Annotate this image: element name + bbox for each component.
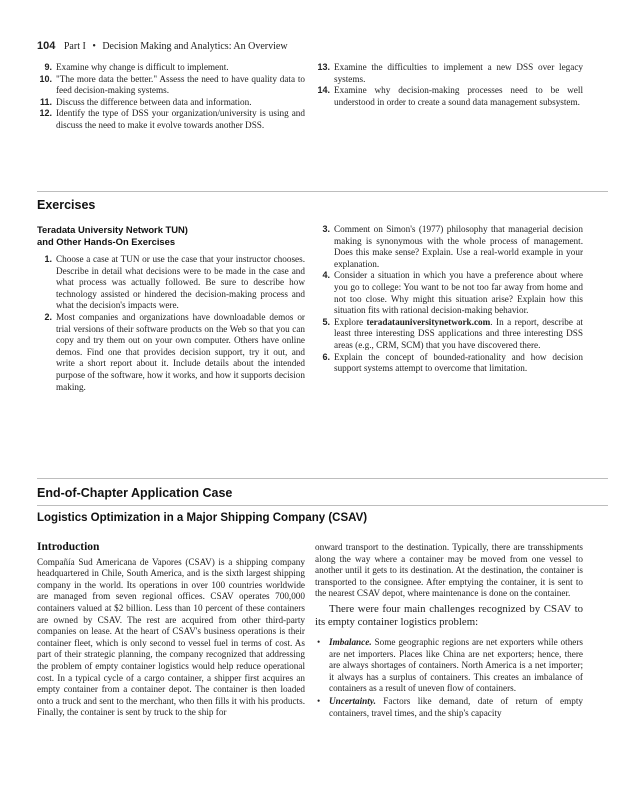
- list-item: 2. Most companies and organizations have downloadable demos or trial versions of their software products on the Web so that you can copy and try them out on your own computer. Others have online demos. Find one that provides decision support, try it out, and write a short report about it. Include details about the intended purpose of the software, how it works, and how it supports decision making.: [44, 311, 305, 392]
- divider-rule: [37, 478, 608, 479]
- divider-rule: [37, 191, 608, 192]
- list-item: 9. Examine why change is difficult to implement.: [44, 62, 229, 72]
- list-item: 12. Identify the type of DSS your organization/university is using and discuss the need to make it evolve towards another DSS.: [39, 108, 305, 130]
- header-bullet: •: [92, 41, 96, 52]
- list-item: 11. Discuss the difference between data and information.: [39, 96, 252, 107]
- teradata-link-text: teradatauniversitynetwork.com: [366, 316, 491, 327]
- intro-paragraph: Compañía Sud Americana de Vapores (CSAV) is a shipping company headquartered in Chile, South America, and is the sixth largest shipping company in the world. Its operations in over 100 countries worldwide are managed from seven regional offices. CSAV operates 700,000 containers valued at $2 billion. Less than 10 percent of these containers are owned by CSAV. The rest are acquired from other third-party companies on lease. At the heart of CSAV's business operations is their container fleet, which is only second to vessel fuel in terms of cost. As part of their strategic planning, the company recognized that addressing the problem of empty container logistics would help reduce operational cost. In a typical cycle of a cargo container, a shipper first acquires an empty container from a container depot. The container is then loaded onto a truck and sent to the merchant, who then fills it with his products. Finally, the container is sent by truck to the ship for: [37, 556, 305, 718]
- list-item: • Imbalance. Some geographic regions are net exporters while others are net importers. Places like China are net exporters; hence, there are always shortages of containers. North America is a net importer; it always has a surplus of containers. This creates an imbalance of containers as a result of uneven flow of containers.: [317, 636, 583, 694]
- exercises-left: [37, 224, 305, 393]
- list-item: • Uncertainty. Factors like demand, date of return of empty containers, travel times, and the ship's capacity: [317, 695, 583, 718]
- case-subtitle: Logistics Optimization in a Major Shipping Company (CSAV): [37, 512, 368, 524]
- list-item: 6. Explain the concept of bounded-rationality and how decision support systems attempt to overcome that limitation.: [322, 351, 583, 374]
- list-item: 1. Choose a case at TUN or use the case that your instructor chooses. Describe in detail what decisions were to be made in the case and what process was actually followed. Be sure to describe how technology assisted or hindered the decision-making process and what the decision's impacts were.: [44, 254, 305, 311]
- list-item: 4. Consider a situation in which you have a preference about where you go to college: You want to be not too far away from home and not too close. Why might this situation arise? Explain how this situation fits with rational decision-making behavior.: [322, 270, 583, 316]
- list-item: 5. Explore teradatauniversitynetwork.com. In a report, describe at least three interesting DSS applications and three interesting DSS areas (e.g., CRM, SCM) that you have discovered there.: [322, 316, 583, 350]
- list-item: 10. "The more data the better." Assess the need to have quality data to feed decision-making systems.: [39, 73, 305, 96]
- exercises-right: [315, 224, 583, 375]
- running-header: [37, 40, 288, 52]
- review-questions-right: [315, 62, 583, 108]
- list-item: 13. Examine the difficulties to implement a new DSS over legacy systems.: [317, 62, 583, 84]
- case-right-column: [315, 542, 583, 720]
- challenges-paragraph: There were four main challenges recognized by CSAV to its empty container logistics problem:: [315, 602, 583, 628]
- book-title: Decision Making and Analytics: An Overview: [102, 41, 288, 52]
- list-item: 3. Comment on Simon's (1977) philosophy that managerial decision making is synonymous with the whole process of management. Does this make sense? Explain. Use a real-world example in your explanation.: [322, 224, 583, 269]
- exercises-title: Exercises: [37, 198, 96, 212]
- case-left-column: [37, 542, 305, 719]
- case-title: End-of-Chapter Application Case: [37, 486, 233, 500]
- divider-rule: [37, 505, 608, 506]
- exercises-subhead: Teradata University Network TUN) and Other Hands-On Exercises: [37, 224, 188, 247]
- review-questions-left: [37, 62, 305, 132]
- introduction-heading: Introduction: [37, 541, 100, 553]
- part-label: Part I: [63, 41, 86, 52]
- list-item: 14. Examine why decision-making processes need to be well understood in order to create a sound data management subsystem.: [317, 85, 583, 107]
- page-number: 104: [37, 40, 56, 52]
- transport-paragraph: onward transport to the destination. Typically, there are transshipments along the way where a container may be moved from one vessel to another until it gets to its destination. At the destination, the container is transported to the consignee. After emptying the container, it is sent to the nearest CSAV depot, where maintenance is done on the container.: [315, 542, 583, 599]
